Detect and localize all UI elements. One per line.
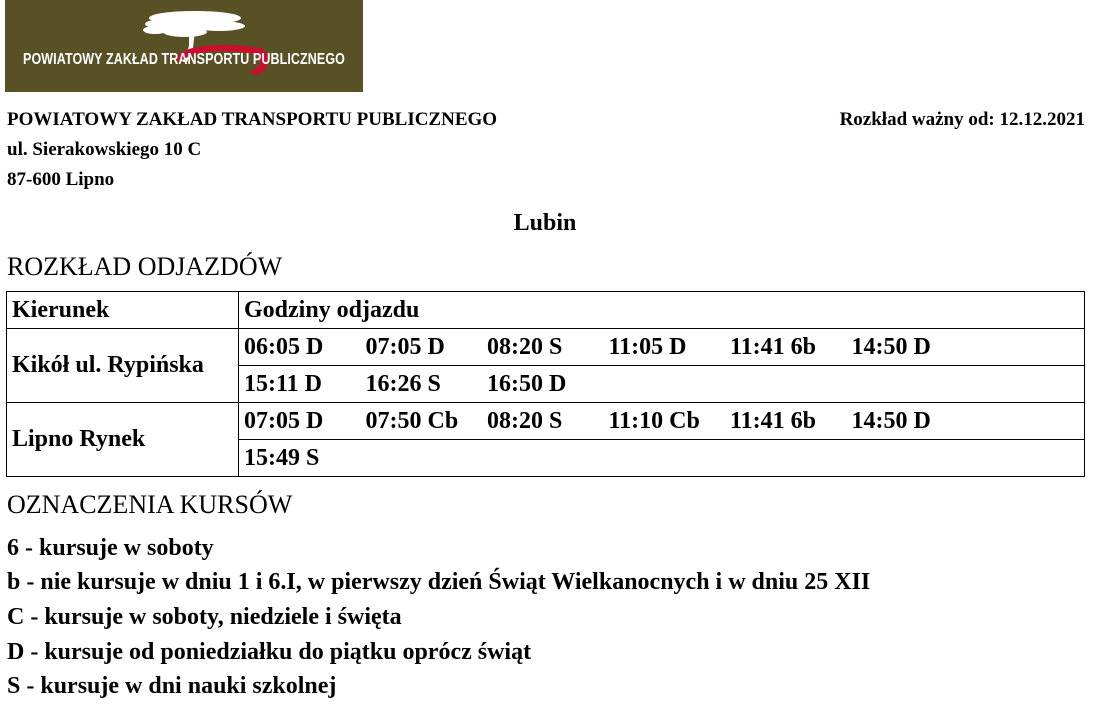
direction-name: Lipno Rynek (7, 403, 239, 477)
departure-time: 14:50 D (851, 333, 931, 360)
table-header-row (7, 292, 1085, 329)
departure-time: 07:05 D (365, 333, 445, 360)
departure-time: 15:11 D (244, 370, 322, 397)
legend-item: D - kursuje od poniedziałku do piątku oprócz świąt (7, 639, 532, 665)
column-header-direction: Kierunek (7, 292, 239, 329)
departure-time: 14:50 D (851, 407, 931, 434)
company-logo (5, 0, 363, 92)
departure-time: 07:50 Cb (365, 407, 459, 434)
company-city: 87-600 Lipno (7, 169, 115, 190)
column-header-times: Godziny odjazdu (239, 292, 1085, 329)
legend-item: C - kursuje w soboty, niedziele i święta (7, 604, 402, 630)
departure-time: 16:26 S (365, 370, 441, 397)
table-row (7, 329, 1085, 366)
schedule-heading: ROZKŁAD ODJAZDÓW (7, 252, 283, 281)
legend-item: 6 - kursuje w soboty (7, 535, 214, 561)
departure-time: 11:10 Cb (608, 407, 700, 434)
departure-time: 16:50 D (487, 370, 567, 397)
validity-date: Rozkład ważny od: 12.12.2021 (839, 109, 1085, 130)
stop-name: Lubin (513, 210, 577, 236)
logo-text: POWIATOWY ZAKŁAD TRANSPORTU PUBLICZNEGO (23, 50, 345, 68)
departures-table (6, 291, 1085, 477)
tree-bus-logo-icon (5, 0, 363, 92)
times-cell (239, 440, 1085, 477)
company-street: ul. Sierakowskiego 10 C (7, 139, 202, 160)
legend-heading: OZNACZENIA KURSÓW (7, 490, 293, 519)
times-cell (239, 403, 1085, 440)
departure-time: 08:20 S (487, 333, 563, 360)
table-row (7, 403, 1085, 440)
departure-time: 08:20 S (487, 407, 563, 434)
times-cell (239, 329, 1085, 366)
company-name: POWIATOWY ZAKŁAD TRANSPORTU PUBLICZNEGO (7, 109, 498, 130)
departure-time: 15:49 S (244, 444, 320, 471)
departure-time: 06:05 D (244, 333, 324, 360)
times-cell (239, 366, 1085, 403)
legend-item: S - kursuje w dni nauki szkolnej (7, 673, 337, 699)
legend-item: b - nie kursuje w dniu 1 i 6.I, w pierwszy dzień Świąt Wielkanocnych i w dniu 25 XII (7, 569, 871, 595)
departure-time: 11:41 6b (730, 407, 817, 434)
departure-time: 11:41 6b (730, 333, 817, 360)
departure-time: 07:05 D (244, 407, 324, 434)
departure-time: 11:05 D (608, 333, 687, 360)
direction-name: Kikół ul. Rypińska (7, 329, 239, 403)
